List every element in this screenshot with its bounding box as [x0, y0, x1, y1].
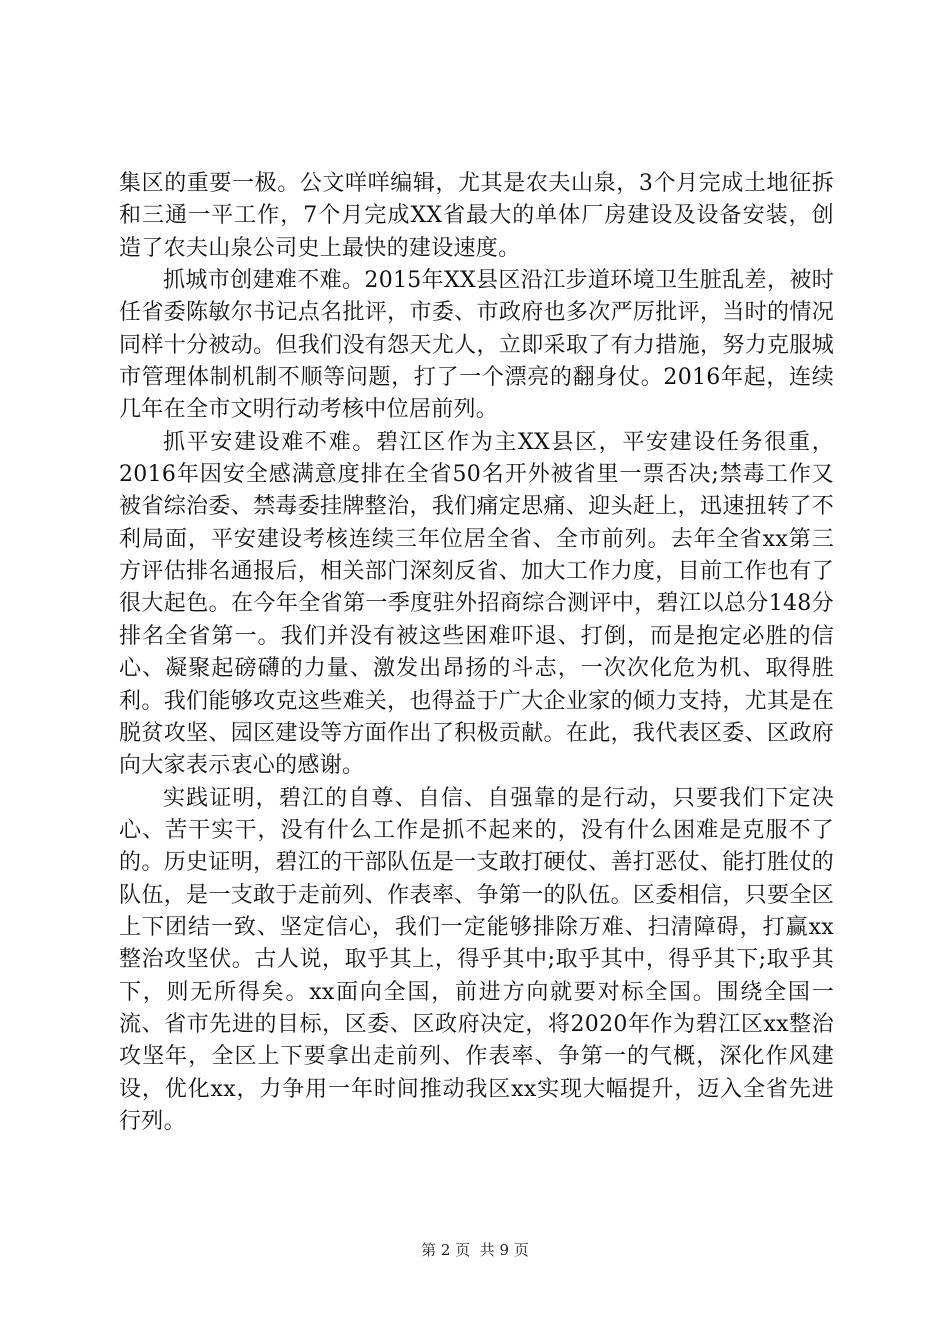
page-number-footer: 第 2 页 共 9 页 [421, 1241, 529, 1259]
paragraph-1: 集区的重要一极。公文咩咩编辑，尤其是农夫山泉，3个月完成土地征拆和三通一平工作，7个月完成XX省最大的单体厂房建设及设备安装，创造了农夫山泉公司史上最快的建设速度。 [119, 171, 834, 261]
paragraph-2: 抓城市创建难不难。2015年XX县区沿江步道环境卫生脏乱差，被时任省委陈敏尔书记点名批评，市委、市政府也多次严厉批评，当时的情况同样十分被动。但我们没有怨天尤人，立即采取了有力措施，努力克服城市管理体制机制不顺等问题，打了一个漂亮的翻身仗。2016年起，连续几年在全市文明行动考核中位居前列。 [119, 268, 834, 423]
document-body [119, 168, 834, 1138]
paragraph-3: 抓平安建设难不难。碧江区作为主XX县区，平安建设任务很重，2016年因安全感满意度排在全省50名开外被省里一票否决;禁毒工作又被省综治委、禁毒委挂牌整治，我们痛定思痛、迎头赶上，迅速扭转了不利局面，平安建设考核连续三年位居全省、全市前列。去年全省xx第三方评估排名通报后，相关部门深刻反省、加大工作力度，目前工作也有了很大起色。在今年全省第一季度驻外招商综合测评中，碧江以总分148分排名全省第一。我们并没有被这些困难吓退、打倒，而是抱定必胜的信心、凝聚起磅礴的力量、激发出昂扬的斗志，一次次化危为机、取得胜利。我们能够攻克这些难关，也得益于广大企业家的倾力支持，尤其是在脱贫攻坚、园区建设等方面作出了积极贡献。在此，我代表区委、区政府向大家表示衷心的感谢。 [119, 429, 834, 779]
paragraph-4: 实践证明，碧江的自尊、自信、自强靠的是行动，只要我们下定决心、苦干实干，没有什么工作是抓不起来的，没有什么困难是克服不了的。历史证明，碧江的干部队伍是一支敢打硬仗、善打恶仗、能打胜仗的队伍，是一支敢于走前列、作表率、争第一的队伍。区委相信，只要全区上下团结一致、坚定信心，我们一定能够排除万难、扫清障碍，打赢xx整治攻坚伏。古人说，取乎其上，得乎其中;取乎其中，得乎其下;取乎其下，则无所得矣。xx面向全国，前进方向就要对标全国。围绕全国一流、省市先进的目标，区委、区政府决定，将2020年作为碧江区xx整治攻坚年，全区上下要拿出走前列、作表率、争第一的气概，深化作风建设，优化xx，力争用一年时间推动我区xx实现大幅提升，迈入全省先进行列。 [119, 785, 834, 1134]
